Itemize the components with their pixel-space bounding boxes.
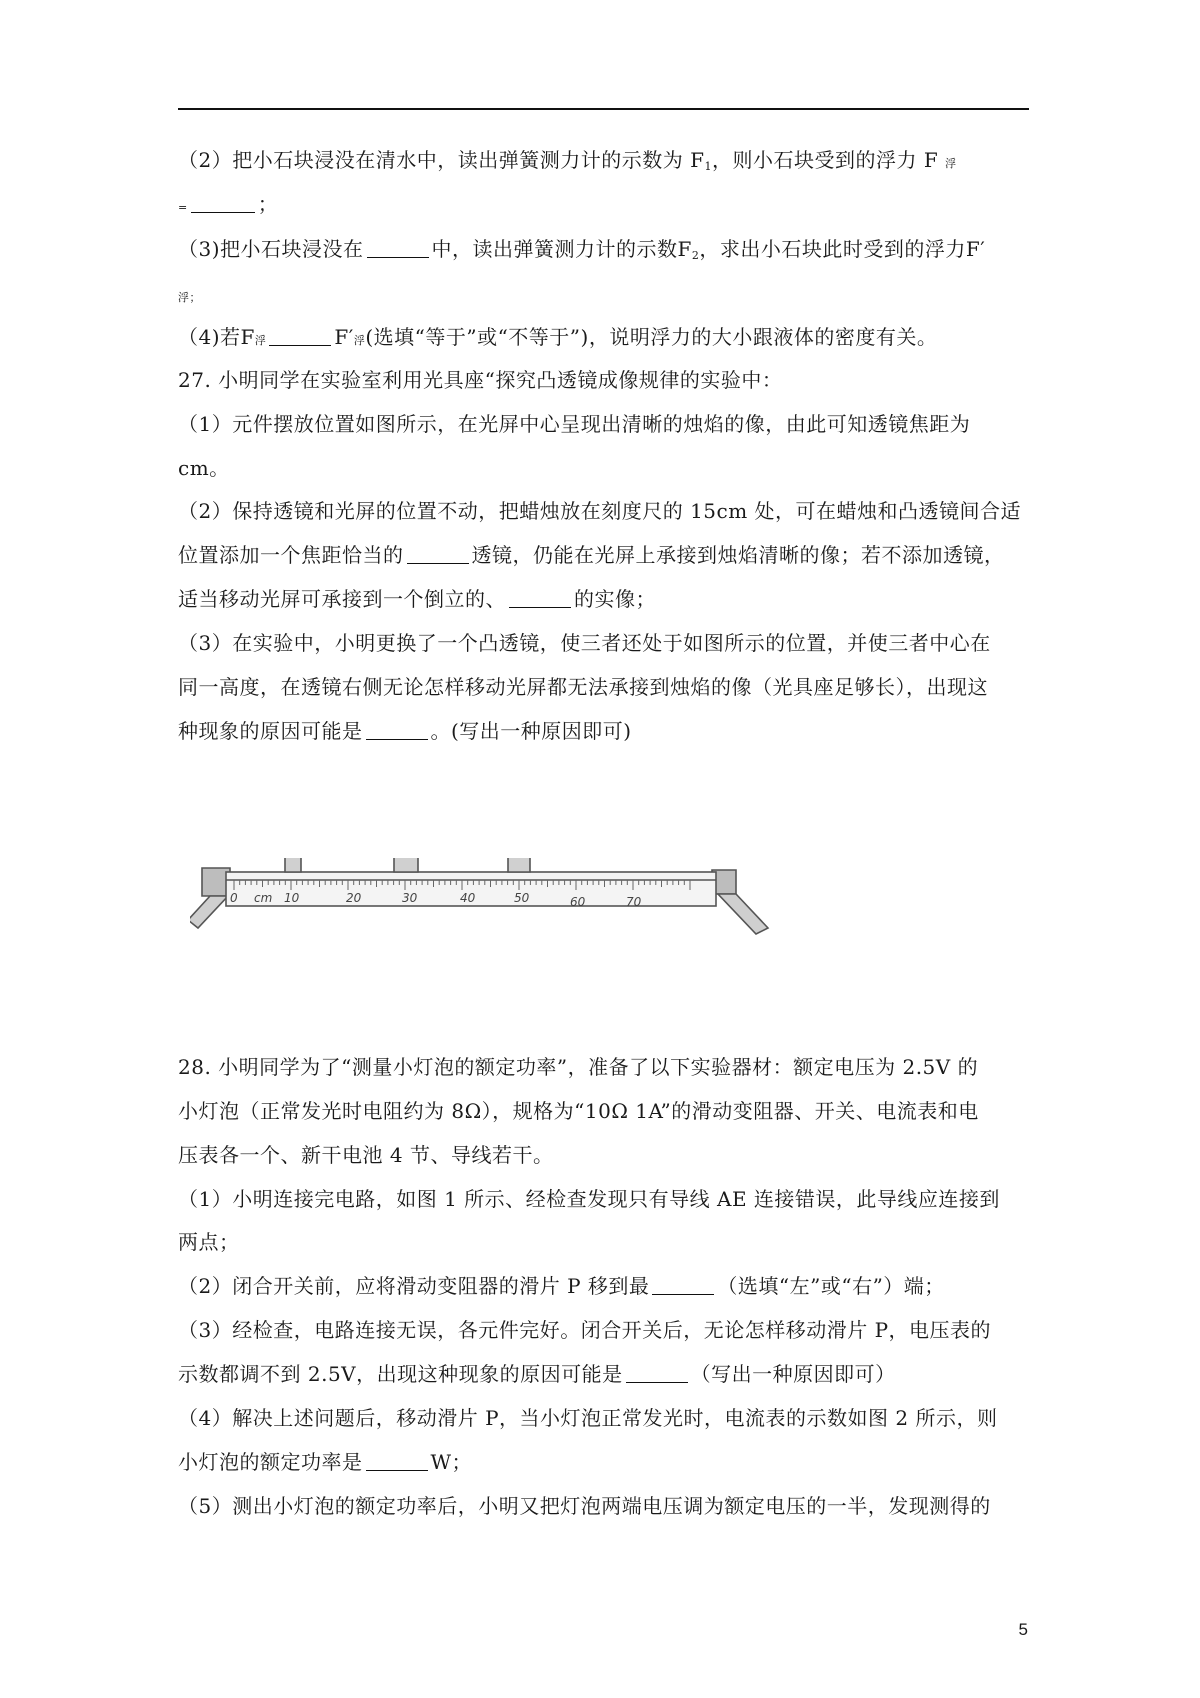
text: 位置添加一个焦距恰当的 [178,543,404,567]
text: 透镜，仍能在光屏上承接到烛焰清晰的像；若不添加透镜， [471,543,1005,567]
equals-sign: = [178,201,188,214]
q27-part2-line1: （2）保持透镜和光屏的位置不动，把蜡烛放在刻度尺的 15cm 处，可在蜡烛和凸透镜间合适 [178,499,1022,523]
answer-blank[interactable] [509,587,571,608]
q28-part2 [178,1272,945,1300]
text: ，求出小石块此时受到的浮力F′ [699,237,986,261]
q28-stem-line1: 28. 小明同学为了“测量小灯泡的额定功率”，准备了以下实验器材：额定电压为 2.5V 的 [178,1055,979,1079]
text: （选填“左”或“右”）端； [717,1274,945,1298]
text: F′ [334,325,354,349]
text: （2）把小石块浸没在清水中，读出弹簧测力计的示数为 F [178,148,705,172]
subscript: 浮 [945,157,957,170]
text: 适当移动光屏可承接到一个倒立的、 [178,587,506,611]
answer-blank[interactable] [407,543,469,564]
subscript: 浮 [353,334,366,347]
q27-stem: 27. 小明同学在实验室利用光具座“探究凸透镜成像规律的实验中： [178,368,783,392]
text: 中，读出弹簧测力计的示数F [431,237,692,261]
text: （写出一种原因即可） [690,1362,896,1386]
text: 的实像； [574,587,656,611]
subscript: 1 [704,160,712,173]
text: ； [257,192,279,216]
q28-part1-line1: （1）小明连接完电路，如图 1 所示、经检查发现只有导线 AE 连接错误，此导线应连接到 [178,1187,1000,1211]
text: 。(写出一种原因即可) [430,719,632,743]
tick-label-40: 40 [460,891,476,905]
q26-part3-line2 [178,280,201,312]
tick-label-60: 60 [570,895,586,909]
q28-part3-line2 [178,1360,896,1388]
header-rule [178,108,1029,110]
text: ，则小石块受到的浮力 F [711,148,946,172]
q26-part4 [178,323,937,355]
left-leg [190,896,228,928]
q28-part4-line2 [178,1448,472,1476]
text: 种现象的原因可能是 [178,719,363,743]
answer-blank[interactable] [269,325,331,346]
text: （4)若F [178,325,255,349]
tick-label-50: 50 [514,891,530,905]
q28-part1-line2: 两点； [178,1230,240,1254]
optical-bench-figure [190,858,1050,1036]
subscript: 2 [691,249,700,262]
right-leg [718,894,768,934]
q27-part1-line1: （1）元件摆放位置如图所示，在光屏中心呈现出清晰的烛焰的像，由此可知透镜焦距为 [178,412,971,436]
answer-blank[interactable] [626,1362,688,1383]
tick-label-0: 0 [230,891,238,905]
q27-part3-line3 [178,717,632,745]
q28-stem-line2: 小灯泡（正常发光时电阻约为 8Ω），规格为“10Ω 1A”的滑动变阻器、开关、电流表和电 [178,1099,979,1123]
q26-part3-line1 [178,235,985,270]
tick-label-70: 70 [626,895,642,909]
q28-part5-line1: （5）测出小灯泡的额定功率后，小明又把灯泡两端电压调为额定电压的一半，发现测得的 [178,1494,991,1518]
tick-label-10: 10 [284,891,300,905]
subscript: 浮 [178,291,190,304]
q27-part3-line1: （3）在实验中，小明更换了一个凸透镜，使三者还处于如图所示的位置，并使三者中心在 [178,631,991,655]
convex-lens [394,858,418,872]
q27-part2-line2 [178,541,1005,569]
light-screen [508,858,530,872]
answer-blank[interactable] [191,192,255,213]
answer-blank[interactable] [652,1274,714,1295]
q26-part2-line1 [178,146,957,181]
page-number: 5 [1018,1620,1028,1639]
answer-blank[interactable] [367,237,429,258]
text: W； [430,1450,473,1474]
tick-label-20: 20 [346,891,362,905]
q27-part1-line2: cm。 [178,456,230,480]
text: 小灯泡的额定功率是 [178,1450,363,1474]
tick-label-30: 30 [402,891,418,905]
candle [285,858,301,872]
ruler-unit-label: cm [254,891,273,905]
q26-part2-line2 [178,190,278,222]
text: 示数都调不到 2.5V，出现这种现象的原因可能是 [178,1362,623,1386]
text: ； [189,291,201,304]
q28-part4-line1: （4）解决上述问题后，移动滑片 P，当小灯泡正常发光时，电流表的示数如图 2 所示，则 [178,1406,998,1430]
text: (选填“等于”或“不等于”)，说明浮力的大小跟液体的密度有关。 [365,325,938,349]
q28-part3-line1: （3）经检查，电路连接无误，各元件完好。闭合开关后，无论怎样移动滑片 P，电压表的 [178,1318,992,1342]
q28-stem-line3: 压表各一个、新干电池 4 节、导线若干。 [178,1143,554,1167]
q27-part3-line2: 同一高度，在透镜右侧无论怎样移动光屏都无法承接到烛焰的像（光具座足够长），出现这 [178,675,988,699]
answer-blank[interactable] [366,1450,428,1471]
text: （3)把小石块浸没在 [178,237,364,261]
subscript: 浮 [254,334,267,347]
q27-part2-line3 [178,585,656,613]
text: （2）闭合开关前，应将滑动变阻器的滑片 P 移到最 [178,1274,650,1298]
answer-blank[interactable] [366,719,428,740]
